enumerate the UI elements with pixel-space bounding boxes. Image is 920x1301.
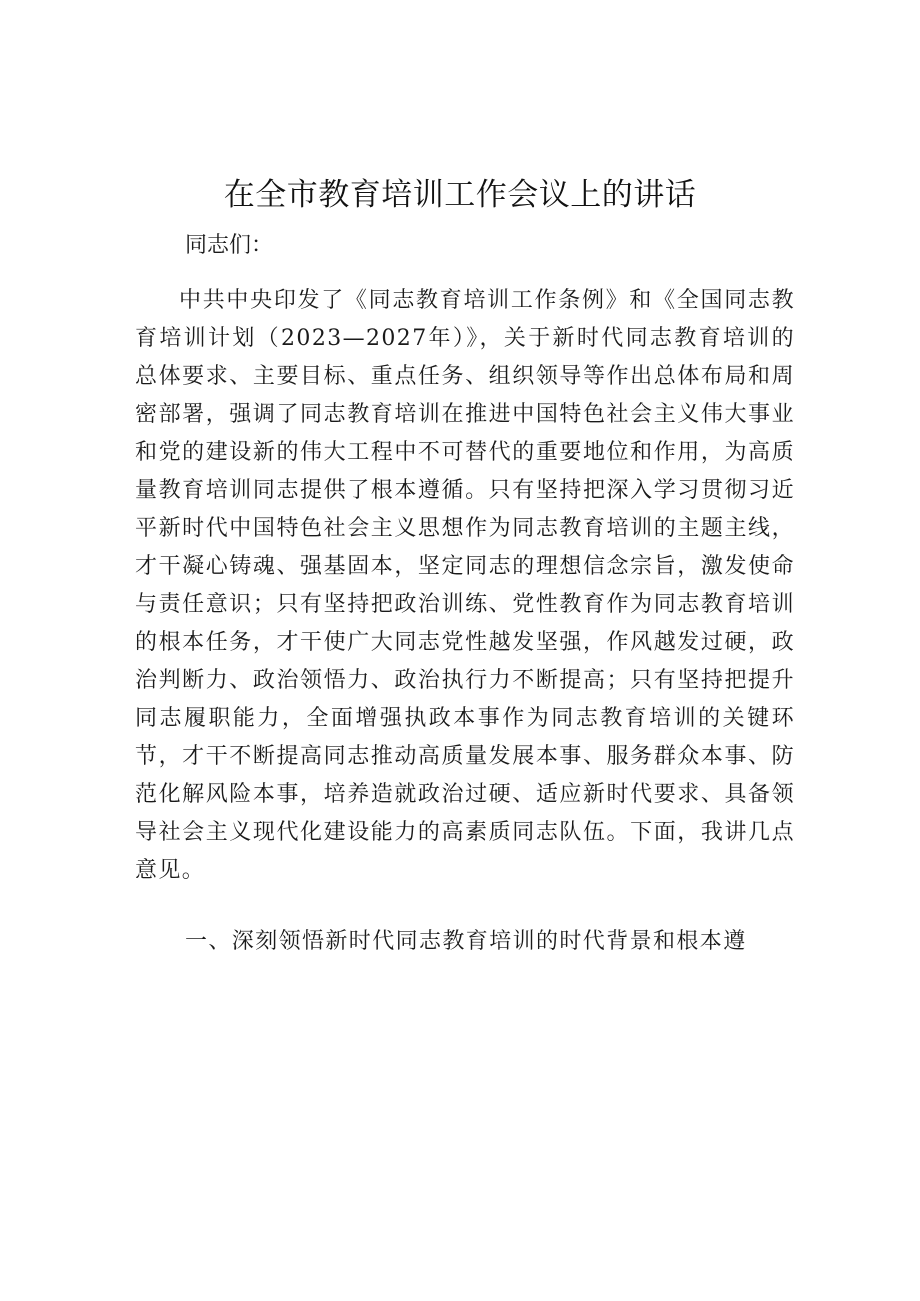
section-heading: 一、深刻领悟新时代同志教育培训的时代背景和根本遵 bbox=[185, 929, 747, 954]
body-paragraph: 中共中央印发了《同志教育培训工作条例》和《全国同志教育培训计划（2023—2027年）》，关于新时代同志教育培训的总体要求、主要目标、重点任务、组织领导等作出总体布局和周密部署，强调了同志教育培训在推进中国特色社会主义伟大事业和党的建设新的伟大工程中不可替代的重要地位和作用，为高质量教育培训同志提供了根本遵循。只有坚持把深入学习贯彻习近平新时代中国特色社会主义思想作为同志教育培训的主题主线，才干凝心铸魂、强基固本，坚定同志的理想信念宗旨，激发使命与责任意识；只有坚持把政治训练、党性教育作为同志教育培训的根本任务，才干使广大同志党性越发坚强，作风越发过硬，政治判断力、政治领悟力、政治执行力不断提高；只有坚持把提升同志履职能力，全面增强执政本事作为同志教育培训的关键环节，才干不断提高同志推动高质量发展本事、服务群众本事、防范化解风险本事，培养造就政治过硬、适应新时代要求、具备领导社会主义现代化建设能力的高素质同志队伍。下面，我讲几点意见。 bbox=[135, 288, 795, 883]
document-title: 在全市教育培训工作会议上的讲话 bbox=[223, 177, 697, 213]
salutation: 同志们： bbox=[185, 233, 274, 258]
